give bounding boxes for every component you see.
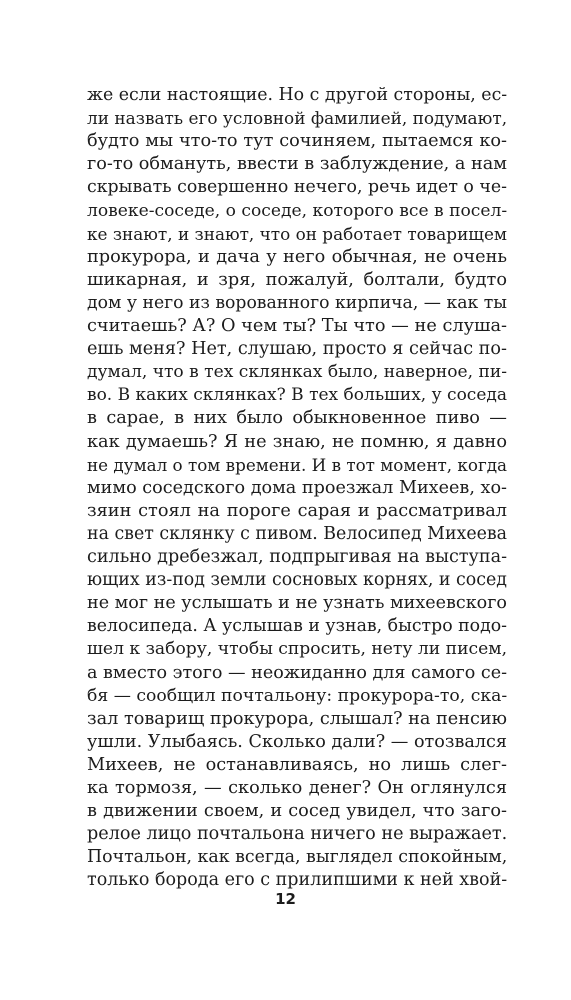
text-line: только борода его с прилипшими к ней хвой- [87,870,508,891]
text-line: шикарная, и зря, пожалуй, болтали, будто [87,269,507,290]
text-line: ешь меня? Нет, слушаю, просто я сейчас по- [87,339,507,360]
text-line: не думал о том времени. И в тот момент, когда [87,454,508,475]
text-line: как думаешь? Я не знаю, не помню, я давно [87,431,507,452]
text-line: на свет склянку с пивом. Велосипед Михеева [87,523,507,544]
text-line: Михеев, не останавливаясь, но лишь слег- [87,754,507,775]
text-line: дом у него из ворованного кирпича, — как ты [87,292,507,313]
page-number: 12 [275,890,296,908]
text-line: во. В каких склянках? В тех больших, у соседа [87,385,507,406]
text-line: ушли. Улыбаясь. Сколько дали? — отозвался [87,731,507,752]
text-line: ли назвать его условной фамилией, подумают, [87,108,508,129]
text-line: а вместо этого — неожиданно для самого се- [87,662,508,683]
text-line: сильно дребезжал, подпрыгивая на выступа- [87,547,508,567]
text-line: зяин стоял на пороге сарая и рассматривал [87,500,507,521]
text-line: скрывать совершенно нечего, речь идет о че- [87,177,507,198]
text-line: думал, что в тех склянках было, наверное, пи- [87,362,507,383]
text-line: зал товарищ прокурора, слышал? на пенсию [87,708,507,729]
text-line: ке знают, и знают, что он работает товарищем [87,223,507,244]
text-line: не мог не услышать и не узнать михеевского [87,593,507,614]
text-line: прокурора, и дача у него обычная, не очень [87,246,507,267]
text-line: мимо соседского дома проезжал Михеев, хо- [87,477,507,498]
text-line: ющих из-под земли сосновых корнях, и сосед [87,570,507,591]
text-line: бя — сообщил почтальону: прокурора-то, ска- [87,685,508,706]
text-line: же если настоящие. Но с другой стороны, ес- [87,85,508,105]
text-line: релое лицо почтальона ничего не выражает. [87,824,508,845]
text-line: ка тормозя, — сколько денег? Он оглянулся [87,778,507,798]
text-line: будто мы что-то тут сочиняем, пытаемся ко- [87,131,507,152]
text-line: в движении своем, и сосед увидел, что заго- [87,801,507,822]
text-line: Почтальон, как всегда, выглядел спокойным, [87,847,508,868]
text-line: в сарае, в них было обыкновенное пиво — [87,408,507,429]
text-line: го-то обмануть, ввести в заблуждение, а нам [87,154,508,175]
text-line: велосипеда. А услышав и узнав, быстро подо- [87,616,508,637]
text-line: считаешь? А? О чем ты? Ты что — не слуша- [87,316,507,336]
text-line: шел к забору, чтобы спросить, нету ли писем, [87,639,508,660]
text-line: ловеке-соседе, о соседе, которого все в посел- [87,200,508,221]
